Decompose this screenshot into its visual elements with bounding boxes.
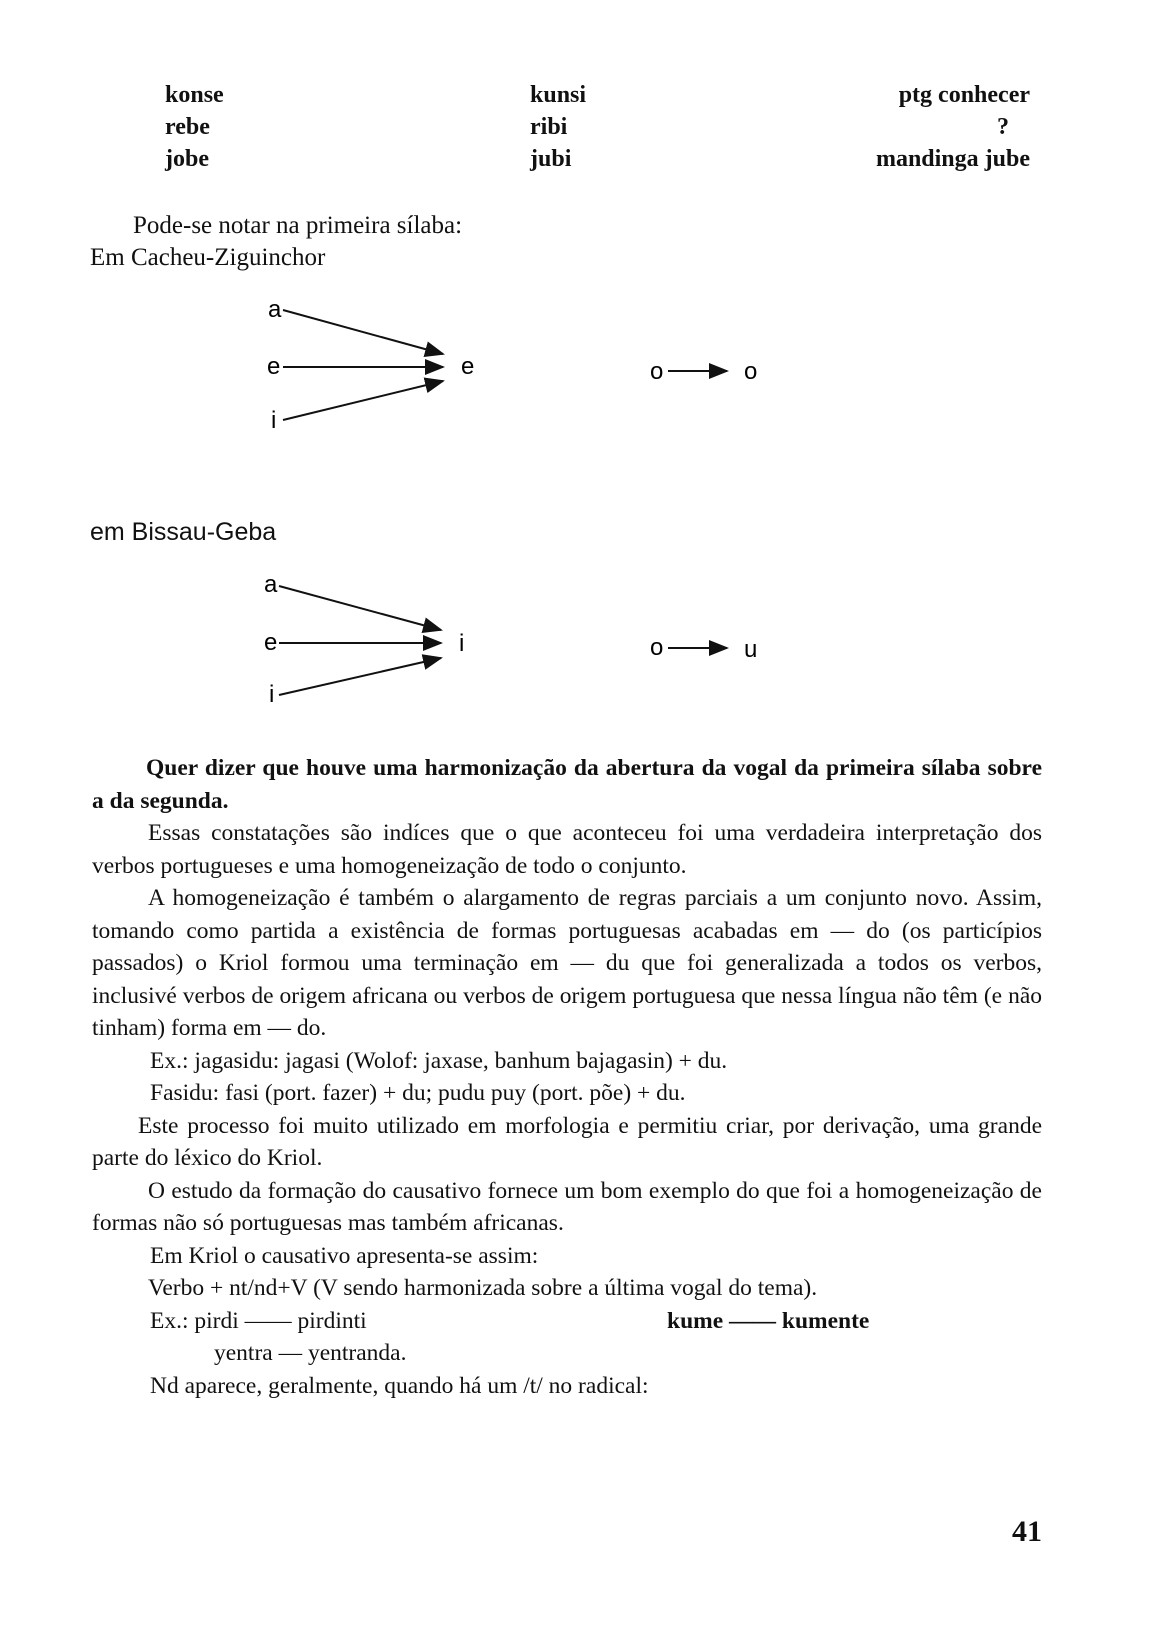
word-col-2: kunsi	[530, 82, 587, 108]
example-line: Ex.: jagasidu: jagasi (Wolof: jaxase, banhum bajagasin) + du.	[150, 1047, 728, 1074]
paragraph: Em Kriol o causativo apresenta-se assim:	[150, 1242, 539, 1269]
target-vowel: i	[459, 630, 465, 657]
arrow-a-to-target	[279, 586, 441, 630]
example-right: kume —— kumente	[667, 1307, 870, 1334]
arrow-i-to-target	[279, 658, 441, 695]
word-col-1: konse	[165, 82, 224, 108]
word-col-3: ptg conhecer	[898, 82, 1030, 108]
region-label-bissau: em Bissau-Geba	[90, 518, 277, 546]
example-line	[92, 1305, 1042, 1338]
paragraph: Nd aparece, geralmente, quando há um /t/ no radical:	[150, 1372, 649, 1399]
paragraph: Este processo foi muito utilizado em morfologia e permitiu criar, por derivação, uma grande parte do léxico do Kriol.	[92, 1112, 1042, 1171]
word-col-1: jobe	[165, 146, 209, 172]
paragraph: O estudo da formação do causativo fornece um bom exemplo do que foi a homogeneização de formas não só portuguesas mas também africanas.	[92, 1177, 1042, 1236]
pair-to-vowel: o	[744, 358, 758, 385]
example-left: Ex.: pirdi —— pirdinti	[150, 1307, 367, 1334]
source-vowel-e: e	[267, 353, 281, 380]
example-line: yentra — yentranda.	[214, 1340, 407, 1366]
intro-line-1: Pode-se notar na primeira sílaba:	[133, 212, 463, 239]
source-vowel-i: i	[269, 681, 275, 708]
example-line: Fasidu: fasi (port. fazer) + du; pudu puy (port. põe) + du.	[150, 1080, 686, 1106]
intro-line-2: Em Cacheu-Ziguinchor	[90, 244, 326, 271]
paragraph: A homogeneização é também o alargamento de regras parciais a um conjunto novo. Assim, tomando como partida a existência de formas portuguesas acabadas em — do (os particípios passados) o Kriol formou uma terminação em — du que foi generalizada a todos os verbos, inclusivé verbos de origem africana ou verbos de origem portuguesa que nessa língua não têm (e não tinham) forma em — do.	[92, 885, 1042, 1041]
source-vowel-i: i	[271, 407, 277, 434]
pair-from-vowel: o	[650, 358, 664, 385]
pair-to-vowel: u	[744, 636, 758, 663]
paragraph: Quer dizer que houve uma harmonização da abertura da vogal da primeira sílaba sobre a da segunda.	[92, 755, 1042, 814]
body-text	[92, 752, 1042, 1402]
word-col-3: mandinga jube	[875, 146, 1030, 172]
word-col-1: rebe	[165, 114, 210, 140]
source-vowel-a: a	[268, 296, 282, 323]
source-vowel-e: e	[264, 629, 278, 656]
page-number: 41	[1012, 1515, 1042, 1548]
word-col-2: jubi	[530, 146, 572, 172]
target-vowel: e	[461, 353, 475, 380]
word-col-3: ?	[997, 114, 1009, 140]
paragraph: Essas constatações são indíces que o que aconteceu foi uma verdadeira interpretação dos verbos portugueses e uma homogeneização de todo o conjunto.	[92, 820, 1042, 879]
source-vowel-a: a	[264, 571, 278, 598]
vowel-diagram-bissau-svg	[0, 0, 1152, 720]
pair-from-vowel: o	[650, 634, 664, 661]
word-col-2: ribi	[530, 114, 568, 140]
paragraph: Verbo + nt/nd+V (V sendo harmonizada sobre a última vogal do tema).	[148, 1275, 818, 1301]
